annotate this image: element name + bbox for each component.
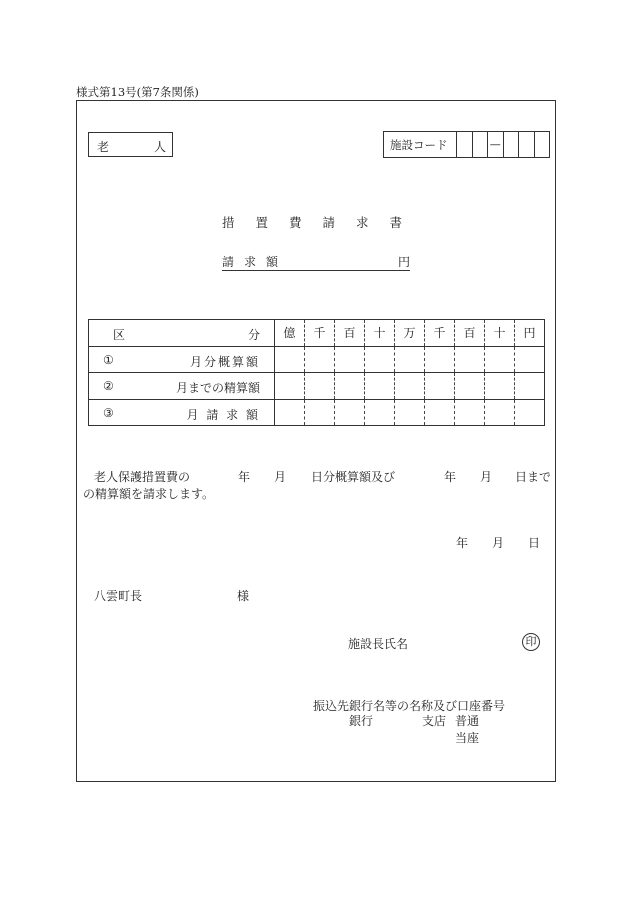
facility-code-cell — [457, 132, 473, 157]
header-category-left: 区 — [113, 328, 126, 342]
facility-code-box — [383, 131, 550, 158]
amount-digit-cell[interactable] — [455, 373, 485, 400]
amount-digit-cell[interactable] — [425, 399, 455, 426]
digit-header: 十 — [485, 320, 515, 347]
facility-code-cell — [473, 132, 489, 157]
digit-header: 万 — [395, 320, 425, 347]
table-row — [89, 399, 545, 426]
amount-digit-cell[interactable] — [275, 373, 305, 400]
table-header-row — [89, 320, 545, 347]
account-ordinary: 普通 — [455, 714, 480, 728]
row-label: 月までの精算額 — [175, 381, 260, 395]
header-category-cell — [89, 320, 275, 347]
digit-header: 百 — [455, 320, 485, 347]
digit-header: 千 — [425, 320, 455, 347]
date-day: 日 — [528, 536, 541, 550]
amount-digit-cell[interactable] — [365, 346, 395, 373]
date-year: 年 — [456, 536, 469, 550]
seal-mark: 印 — [522, 633, 540, 651]
amount-digit-cell[interactable] — [305, 399, 335, 426]
amount-digit-cell[interactable] — [395, 399, 425, 426]
row-number: ① — [103, 352, 114, 367]
row-number: ③ — [103, 405, 114, 420]
row-label: 月分概算額 — [189, 354, 260, 369]
amount-digit-cell[interactable] — [305, 346, 335, 373]
category-box — [88, 132, 173, 157]
amount-digit-cell[interactable] — [335, 346, 365, 373]
row-label-cell — [89, 399, 275, 426]
category-right-char: 人 — [153, 140, 166, 154]
amount-digit-cell[interactable] — [485, 399, 515, 426]
amount-digit-cell[interactable] — [455, 346, 485, 373]
facility-code-label: 施設コード — [384, 132, 457, 157]
amount-digit-cell[interactable] — [515, 346, 545, 373]
facility-code-cell — [535, 132, 550, 157]
addressee-honorific: 様 — [237, 589, 250, 603]
amount-digit-cell[interactable] — [305, 373, 335, 400]
bank-label: 銀行 — [349, 714, 374, 728]
amount-digit-cell[interactable] — [485, 346, 515, 373]
branch-label: 支店 — [422, 714, 447, 728]
amount-digit-cell[interactable] — [335, 373, 365, 400]
amount-digit-cell[interactable] — [275, 399, 305, 426]
digit-header: 百 — [335, 320, 365, 347]
addressee-name: 八雲町長 — [94, 589, 143, 603]
header-category-right: 分 — [247, 328, 260, 342]
row-label-cell — [89, 346, 275, 373]
statement-part3: 日まで — [515, 470, 552, 484]
amount-digit-cell[interactable] — [455, 399, 485, 426]
row-number: ② — [103, 379, 114, 393]
facility-code-cell — [519, 132, 535, 157]
amount-digit-cell[interactable] — [335, 399, 365, 426]
digit-header: 千 — [305, 320, 335, 347]
amount-digit-cell[interactable] — [365, 373, 395, 400]
request-amount-label: 請求額 — [222, 255, 289, 269]
bank-heading: 振込先銀行名等の名称及び口座番号 — [313, 699, 506, 713]
statement-month1: 月 — [274, 470, 287, 484]
row-label: 月 請 求 額 — [186, 407, 260, 422]
amount-digit-cell[interactable] — [275, 346, 305, 373]
request-amount-line — [222, 253, 410, 271]
statement-month2: 月 — [480, 470, 493, 484]
amount-digit-cell[interactable] — [395, 346, 425, 373]
statement-year2: 年 — [444, 470, 457, 484]
row-label-cell — [89, 373, 275, 400]
account-current: 当座 — [455, 731, 480, 745]
amount-digit-cell[interactable] — [425, 346, 455, 373]
request-amount-unit: 円 — [397, 255, 410, 269]
document-title: 措置費請求書 — [222, 215, 424, 230]
form-number-label: 様式第13号(第7条関係) — [76, 85, 199, 99]
digit-header: 円 — [515, 320, 545, 347]
facility-head-label: 施設長氏名 — [348, 637, 409, 651]
facility-code-separator: — — [488, 132, 504, 157]
calculation-table — [88, 319, 545, 426]
form-frame — [76, 100, 556, 782]
amount-digit-cell[interactable] — [365, 399, 395, 426]
digit-header: 億 — [275, 320, 305, 347]
statement-part2: 日分概算額及び — [311, 470, 396, 484]
date-month: 月 — [492, 536, 505, 550]
amount-digit-cell[interactable] — [425, 373, 455, 400]
amount-digit-cell[interactable] — [395, 373, 425, 400]
table-row — [89, 346, 545, 373]
statement-part1: 老人保護措置費の — [94, 470, 191, 484]
statement-year1: 年 — [238, 470, 251, 484]
table-row — [89, 373, 545, 400]
digit-header: 十 — [365, 320, 395, 347]
amount-digit-cell[interactable] — [515, 399, 545, 426]
amount-digit-cell[interactable] — [485, 373, 515, 400]
amount-digit-cell[interactable] — [515, 373, 545, 400]
facility-code-cell — [504, 132, 520, 157]
category-left-char: 老 — [97, 140, 110, 154]
statement-line2: の精算額を請求します。 — [83, 487, 215, 501]
